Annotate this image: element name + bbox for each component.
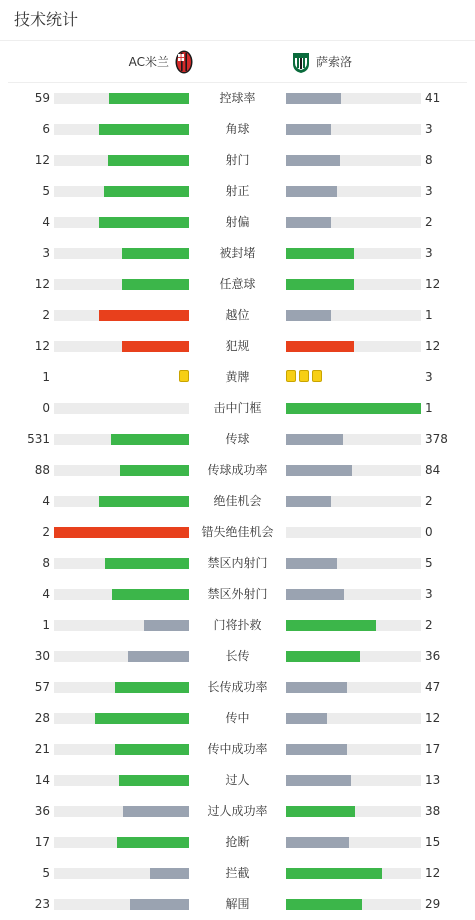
stat-row xyxy=(0,176,475,207)
home-bar-track xyxy=(54,186,189,197)
home-bar-track xyxy=(54,775,189,786)
away-value: 1 xyxy=(425,401,433,415)
stat-row xyxy=(0,765,475,796)
home-bar-track xyxy=(54,682,189,693)
stat-row xyxy=(0,238,475,269)
home-bar-fill xyxy=(111,434,189,445)
home-bar-fill xyxy=(115,682,189,693)
home-value: 2 xyxy=(42,525,50,539)
stat-row xyxy=(0,827,475,858)
stat-label: 犯规 xyxy=(225,339,250,353)
away-bar-track xyxy=(286,527,421,538)
stat-row xyxy=(0,300,475,331)
home-bar-track xyxy=(54,465,189,476)
away-bar-fill xyxy=(286,868,382,879)
yellow-card-icon xyxy=(286,370,296,382)
home-value: 4 xyxy=(42,494,50,508)
home-bar-fill xyxy=(130,899,189,910)
away-bar-fill xyxy=(286,155,340,166)
home-value: 2 xyxy=(42,308,50,322)
away-bar-track xyxy=(286,868,421,879)
stat-row xyxy=(0,331,475,362)
home-bar-track xyxy=(54,217,189,228)
home-bar-fill xyxy=(117,837,189,848)
home-bar-track xyxy=(54,589,189,600)
away-value: 12 xyxy=(425,339,441,353)
stat-label: 抢断 xyxy=(225,835,250,849)
home-bar-track xyxy=(54,434,189,445)
stat-row xyxy=(0,269,475,300)
away-bar-track xyxy=(286,279,421,290)
home-bar-fill xyxy=(122,279,190,290)
away-bar-fill xyxy=(286,651,360,662)
home-bar-fill xyxy=(122,248,190,259)
home-bar-track xyxy=(54,868,189,879)
yellow-card-icon xyxy=(299,370,309,382)
away-value: 3 xyxy=(425,587,433,601)
away-value: 38 xyxy=(425,804,441,818)
stat-row xyxy=(0,393,475,424)
away-value: 378 xyxy=(425,432,448,446)
stat-row xyxy=(0,145,475,176)
stat-row xyxy=(0,548,475,579)
away-value: 3 xyxy=(425,246,433,260)
away-bar-track xyxy=(286,155,421,166)
stat-row xyxy=(0,796,475,827)
away-value: 12 xyxy=(425,277,441,291)
home-value: 88 xyxy=(34,463,50,477)
stat-label: 射门 xyxy=(225,153,250,167)
home-bar-fill xyxy=(112,589,189,600)
home-value: 28 xyxy=(34,711,50,725)
home-bar-fill xyxy=(120,465,189,476)
home-bar-track xyxy=(54,341,189,352)
stat-label: 传球成功率 xyxy=(207,463,268,477)
home-value: 4 xyxy=(42,587,50,601)
away-bar-fill xyxy=(286,589,344,600)
away-value: 12 xyxy=(425,711,441,725)
away-value: 1 xyxy=(425,308,433,322)
yellow-card-icon xyxy=(312,370,322,382)
stat-label: 角球 xyxy=(225,122,250,136)
home-value: 59 xyxy=(34,91,50,105)
stat-row xyxy=(0,83,475,114)
stat-label: 任意球 xyxy=(219,277,256,291)
home-bar-track xyxy=(54,155,189,166)
away-value: 5 xyxy=(425,556,433,570)
away-bar-track xyxy=(286,248,421,259)
away-bar-fill xyxy=(286,744,347,755)
away-value: 12 xyxy=(425,866,441,880)
away-bar-track xyxy=(286,558,421,569)
stat-label: 错失绝佳机会 xyxy=(201,525,274,539)
away-bar-fill xyxy=(286,713,327,724)
away-bar-fill xyxy=(286,465,352,476)
home-bar-track xyxy=(54,558,189,569)
stat-row xyxy=(0,362,475,393)
away-bar-track xyxy=(286,651,421,662)
home-bar-track xyxy=(54,806,189,817)
away-bar-track xyxy=(286,217,421,228)
home-bar-fill xyxy=(119,775,189,786)
home-bar-fill xyxy=(109,93,189,104)
home-bar-fill xyxy=(54,527,189,538)
stat-label: 传中 xyxy=(225,711,250,725)
home-bar-fill xyxy=(105,558,189,569)
home-bar-fill xyxy=(123,806,189,817)
page-title: 技术统计 xyxy=(0,0,475,41)
away-value: 84 xyxy=(425,463,441,477)
away-value: 41 xyxy=(425,91,441,105)
home-value: 12 xyxy=(34,339,50,353)
away-value: 0 xyxy=(425,525,433,539)
home-team[interactable] xyxy=(129,41,193,82)
away-cards xyxy=(286,370,322,384)
away-bar-track xyxy=(286,434,421,445)
stat-label: 禁区内射门 xyxy=(207,556,268,570)
away-value: 3 xyxy=(425,122,433,136)
away-bar-fill xyxy=(286,806,355,817)
away-bar-fill xyxy=(286,837,349,848)
home-bar-track xyxy=(54,899,189,910)
stat-row xyxy=(0,734,475,765)
away-value: 17 xyxy=(425,742,441,756)
home-value: 21 xyxy=(34,742,50,756)
stat-label: 传球 xyxy=(225,432,250,446)
away-bar-track xyxy=(286,682,421,693)
away-bar-track xyxy=(286,124,421,135)
stat-label: 过人成功率 xyxy=(207,804,268,818)
home-bar-fill xyxy=(99,217,189,228)
stat-label: 门将扑救 xyxy=(213,618,262,632)
home-value: 8 xyxy=(42,556,50,570)
sassuolo-crest-icon xyxy=(292,50,310,74)
home-bar-track xyxy=(54,310,189,321)
away-value: 36 xyxy=(425,649,441,663)
home-bar-track xyxy=(54,837,189,848)
away-team-name: 萨索洛 xyxy=(316,55,353,69)
home-value: 14 xyxy=(34,773,50,787)
stat-row xyxy=(0,207,475,238)
home-value: 1 xyxy=(42,370,50,384)
home-bar-fill xyxy=(99,124,189,135)
home-team-name: AC米兰 xyxy=(128,55,169,69)
home-bar-fill xyxy=(99,310,189,321)
home-value: 3 xyxy=(42,246,50,260)
home-bar-fill xyxy=(128,651,189,662)
home-bar-track xyxy=(54,651,189,662)
stat-label: 过人 xyxy=(225,773,250,787)
away-team[interactable] xyxy=(292,41,352,82)
away-bar-fill xyxy=(286,124,331,135)
home-bar-track xyxy=(54,620,189,631)
stat-row xyxy=(0,889,475,920)
stat-row xyxy=(0,610,475,641)
away-value: 2 xyxy=(425,494,433,508)
home-value: 0 xyxy=(42,401,50,415)
away-bar-fill xyxy=(286,310,331,321)
away-bar-fill xyxy=(286,682,347,693)
stat-row xyxy=(0,455,475,486)
stat-row xyxy=(0,858,475,889)
home-bar-track xyxy=(54,279,189,290)
stat-row xyxy=(0,641,475,672)
away-value: 3 xyxy=(425,370,433,384)
stat-row xyxy=(0,424,475,455)
home-bar-track xyxy=(54,403,189,414)
stat-label: 被封堵 xyxy=(219,246,256,260)
stat-row xyxy=(0,517,475,548)
stat-label: 解围 xyxy=(225,897,250,911)
away-bar-track xyxy=(286,186,421,197)
away-bar-fill xyxy=(286,217,331,228)
home-bar-track xyxy=(54,496,189,507)
away-value: 15 xyxy=(425,835,441,849)
away-bar-fill xyxy=(286,93,341,104)
ac-milan-crest-icon xyxy=(175,50,193,74)
stat-row xyxy=(0,486,475,517)
away-bar-track xyxy=(286,899,421,910)
away-bar-fill xyxy=(286,899,362,910)
away-bar-track xyxy=(286,775,421,786)
home-bar-fill xyxy=(150,868,189,879)
stat-label: 禁区外射门 xyxy=(207,587,268,601)
away-bar-track xyxy=(286,620,421,631)
home-value: 1 xyxy=(42,618,50,632)
stat-label: 控球率 xyxy=(219,91,256,105)
yellow-card-icon xyxy=(179,370,189,382)
teams-header xyxy=(8,41,467,83)
home-value: 57 xyxy=(34,680,50,694)
away-bar-fill xyxy=(286,248,354,259)
away-bar-fill xyxy=(286,341,354,352)
away-value: 2 xyxy=(425,215,433,229)
stat-label: 长传 xyxy=(225,649,250,663)
away-value: 8 xyxy=(425,153,433,167)
home-value: 23 xyxy=(34,897,50,911)
home-bar-track xyxy=(54,248,189,259)
home-value: 36 xyxy=(34,804,50,818)
away-bar-fill xyxy=(286,434,343,445)
home-value: 30 xyxy=(34,649,50,663)
away-bar-fill xyxy=(286,496,331,507)
home-bar-fill xyxy=(95,713,190,724)
stat-row xyxy=(0,114,475,145)
home-value: 5 xyxy=(42,866,50,880)
stat-label: 传中成功率 xyxy=(207,742,268,756)
away-bar-track xyxy=(286,496,421,507)
home-value: 17 xyxy=(34,835,50,849)
stat-label: 拦截 xyxy=(225,866,250,880)
home-bar-fill xyxy=(104,186,189,197)
away-value: 2 xyxy=(425,618,433,632)
away-bar-fill xyxy=(286,620,376,631)
away-value: 47 xyxy=(425,680,441,694)
home-cards xyxy=(179,370,189,384)
home-value: 531 xyxy=(27,432,50,446)
home-bar-track xyxy=(54,93,189,104)
stat-row xyxy=(0,672,475,703)
away-bar-track xyxy=(286,713,421,724)
home-value: 6 xyxy=(42,122,50,136)
stat-row xyxy=(0,579,475,610)
home-bar-fill xyxy=(144,620,189,631)
home-value: 12 xyxy=(34,277,50,291)
away-bar-track xyxy=(286,744,421,755)
stat-label: 绝佳机会 xyxy=(213,494,262,508)
away-bar-track xyxy=(286,310,421,321)
away-bar-fill xyxy=(286,186,337,197)
away-bar-track xyxy=(286,403,421,414)
away-bar-track xyxy=(286,93,421,104)
stat-label: 越位 xyxy=(225,308,250,322)
away-bar-track xyxy=(286,589,421,600)
away-bar-track xyxy=(286,341,421,352)
away-bar-track xyxy=(286,837,421,848)
away-bar-track xyxy=(286,806,421,817)
home-value: 5 xyxy=(42,184,50,198)
home-value: 4 xyxy=(42,215,50,229)
away-value: 29 xyxy=(425,897,441,911)
stat-label: 击中门框 xyxy=(213,401,262,415)
stat-row xyxy=(0,703,475,734)
stat-label: 黄牌 xyxy=(225,370,250,384)
away-bar-fill xyxy=(286,279,354,290)
away-bar-track xyxy=(286,465,421,476)
home-value: 12 xyxy=(34,153,50,167)
away-bar-fill xyxy=(286,558,337,569)
away-bar-fill xyxy=(286,403,421,414)
home-bar-track xyxy=(54,744,189,755)
home-bar-track xyxy=(54,713,189,724)
home-bar-fill xyxy=(122,341,190,352)
home-bar-fill xyxy=(115,744,189,755)
stat-label: 长传成功率 xyxy=(207,680,268,694)
stat-label: 射正 xyxy=(225,184,250,198)
away-bar-fill xyxy=(286,775,351,786)
away-value: 13 xyxy=(425,773,441,787)
home-bar-fill xyxy=(108,155,189,166)
home-bar-track xyxy=(54,527,189,538)
home-bar-track xyxy=(54,124,189,135)
home-bar-fill xyxy=(99,496,189,507)
stats-list xyxy=(0,83,475,920)
away-value: 3 xyxy=(425,184,433,198)
stat-label: 射偏 xyxy=(225,215,250,229)
